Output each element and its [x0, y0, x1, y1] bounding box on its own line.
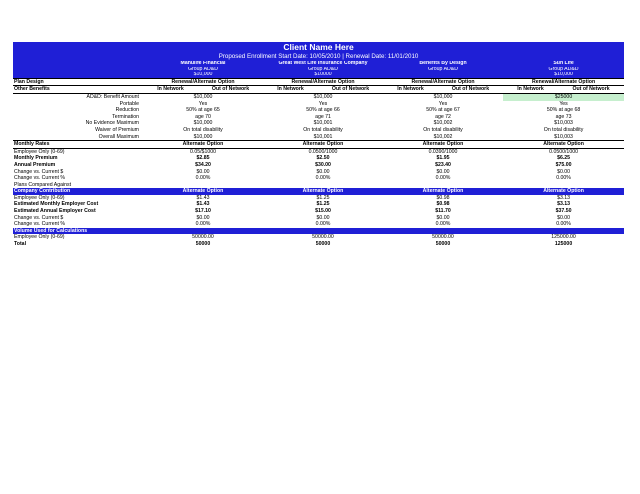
alternate-option-label: Alternate Option	[503, 141, 624, 149]
carrier-name: Great West Life Insurance Company	[263, 61, 383, 67]
in-network-label: In Network	[383, 86, 438, 94]
alternate-option-label: Alternate Option	[383, 188, 503, 195]
row-value: $1.43	[196, 194, 210, 201]
table-row	[13, 162, 624, 169]
benefit-value: 50% at age 66	[306, 107, 340, 114]
company-contribution-label: Company Contribution	[13, 188, 143, 195]
benefit-value: On total disability	[183, 126, 223, 133]
in-network-label: In Network	[143, 86, 198, 94]
row-value: $2.85	[196, 155, 210, 162]
other-benefits-label: Other Benefits	[13, 86, 143, 94]
renewal-option-label: Renewal/Alternate Option	[143, 78, 263, 86]
carrier-amount: $10,000	[503, 72, 624, 78]
in-network-label: In Network	[503, 86, 558, 94]
alternate-option-label: Alternate Option	[263, 141, 383, 149]
table-row	[13, 195, 624, 202]
benefit-row	[13, 107, 624, 114]
plan-design-label: Plan Design	[13, 78, 143, 86]
benefit-row	[13, 101, 624, 108]
benefit-value: age 70	[195, 113, 211, 120]
volume-label: Volume Used for Calculations	[13, 228, 143, 235]
benefit-value: $10,002	[433, 120, 453, 127]
row-value: $0.00	[436, 168, 450, 175]
benefit-row	[13, 134, 624, 141]
renewal-option-label: Renewal/Alternate Option	[503, 78, 624, 86]
empty-header-cell	[143, 228, 263, 235]
row-value: $0.00	[557, 214, 571, 221]
row-value: $0.00	[316, 168, 330, 175]
benefit-value: $10,003	[554, 133, 573, 140]
row-value: 0.05/$1000	[190, 148, 216, 155]
carrier-amount: $10,000	[143, 72, 263, 78]
row-value: $0.00	[557, 168, 571, 175]
table-row	[13, 155, 624, 162]
table-row	[13, 169, 624, 176]
row-value: $23.40	[435, 161, 451, 168]
benefit-value: Yes	[559, 100, 568, 107]
row-value: 125000	[554, 241, 573, 248]
client-title: Client Name Here	[13, 42, 624, 53]
table-row	[13, 208, 624, 215]
row-value: 0.00%	[195, 221, 211, 228]
carrier-name: Sun Life	[503, 61, 624, 67]
volume-header	[13, 228, 624, 235]
plan-design-row	[13, 78, 624, 86]
benefit-value: Yes	[438, 100, 448, 107]
benefit-label: Reduction	[115, 107, 139, 114]
row-value: 50000	[315, 241, 331, 248]
comparison-table	[13, 42, 624, 248]
row-value: 50000.00	[192, 234, 214, 241]
benefit-value: 50% at age 65	[186, 107, 220, 114]
benefit-value: $10,000	[193, 93, 213, 100]
benefit-value: On total disability	[303, 126, 343, 133]
row-value: 0.00%	[435, 175, 451, 182]
in-network-label: In Network	[263, 86, 318, 94]
carrier-plan: Group AD&D	[503, 67, 624, 73]
benefit-value: $10,001	[313, 133, 333, 140]
benefit-value: On total disability	[423, 126, 463, 133]
row-value: 50000.00	[432, 234, 454, 241]
out-network-label: Out of Network	[318, 86, 383, 94]
row-value: 0.00%	[556, 175, 571, 182]
row-value: $1.43	[196, 201, 210, 208]
row-value: $2.50	[316, 155, 330, 162]
table-row	[13, 234, 624, 241]
row-label: Employee Only (0-69)	[14, 234, 65, 241]
benefit-value: Yes	[198, 100, 208, 107]
carrier-name: Manulife Financial	[143, 61, 263, 67]
benefit-row	[13, 93, 624, 100]
row-label: Estimated Annual Employer Cost	[14, 208, 96, 215]
row-value: 50000	[195, 241, 211, 248]
benefit-value: $10,002	[433, 133, 453, 140]
row-label: Change vs. Current %	[14, 175, 66, 182]
row-value: $1.25	[316, 201, 330, 208]
benefit-value: Yes	[318, 100, 328, 107]
carrier-plan: Group AD&D	[383, 67, 503, 73]
row-value: 50000	[435, 241, 451, 248]
benefit-value: $10,003	[554, 120, 573, 127]
carrier-name: Benefits By Design	[383, 61, 503, 67]
row-label: Monthly Premium	[14, 155, 58, 162]
carrier-plan: Group AD&D	[263, 67, 383, 73]
company-contribution-header	[13, 188, 624, 195]
renewal-option-label: Renewal/Alternate Option	[263, 78, 383, 86]
table-row	[13, 215, 624, 222]
row-label: Change vs. Current $	[14, 214, 64, 221]
out-network-label: Out of Network	[558, 86, 624, 94]
row-value: $3.13	[557, 194, 571, 201]
row-value: $0.00	[316, 214, 330, 221]
empty-header-cell	[503, 228, 624, 235]
benefit-row	[13, 120, 624, 127]
benefit-value: age 72	[435, 113, 451, 120]
row-value: $0.00	[196, 168, 210, 175]
monthly-rates-header	[13, 141, 624, 149]
row-value: $0.00	[436, 214, 450, 221]
spreadsheet	[13, 42, 624, 248]
monthly-rates-label: Monthly Rates	[13, 141, 143, 149]
row-value: $0.98	[436, 194, 450, 201]
benefit-value: $10,000	[433, 93, 453, 100]
row-label: Employee Only (0-69)	[14, 194, 65, 201]
benefit-value: age 73	[555, 113, 572, 120]
benefit-value: 50% at age 67	[426, 107, 460, 114]
benefit-value: $10,000	[193, 133, 213, 140]
row-value: $6.25	[557, 155, 571, 162]
row-label: Change vs. Current %	[14, 221, 66, 228]
empty-header-cell	[263, 228, 383, 235]
carrier-plan: Group AD&D	[143, 67, 263, 73]
table-row	[13, 182, 624, 189]
row-value: $1.25	[316, 194, 330, 201]
row-label: Estimated Monthly Employer Cost	[14, 201, 99, 208]
benefit-value: 50% at age 68	[546, 107, 581, 114]
benefit-value: age 71	[315, 113, 331, 120]
row-value: 0.00%	[435, 221, 451, 228]
benefit-value: On total disability	[543, 126, 584, 133]
table-row	[13, 221, 624, 228]
table-row	[13, 201, 624, 208]
out-network-label: Out of Network	[198, 86, 263, 94]
row-value: 0.0390/1000	[428, 148, 458, 155]
alternate-option-label: Alternate Option	[143, 188, 263, 195]
row-label: Change vs. Current $	[14, 168, 64, 175]
row-value: $3.13	[557, 201, 571, 208]
benefit-row	[13, 127, 624, 134]
benefit-row	[13, 114, 624, 121]
row-value: $30.00	[315, 161, 331, 168]
empty-header-cell	[383, 228, 503, 235]
row-value: 0.00%	[315, 221, 331, 228]
row-label: Plans Compared Against	[14, 181, 72, 188]
row-value: 0.00%	[195, 175, 211, 182]
carrier-amount: $10000	[263, 72, 383, 78]
row-value: $0.98	[436, 201, 450, 208]
row-value: $34.20	[195, 161, 211, 168]
row-value: $11.70	[435, 208, 451, 215]
row-value: $37.50	[555, 208, 572, 215]
row-value: 0.0500/1000	[308, 148, 338, 155]
row-label: Annual Premium	[14, 161, 56, 168]
row-value	[503, 182, 624, 189]
row-value	[143, 182, 263, 189]
benefit-label: Overall Maximum	[98, 133, 139, 140]
renewal-option-label: Renewal/Alternate Option	[383, 78, 503, 86]
row-value	[263, 182, 383, 189]
alternate-option-label: Alternate Option	[383, 141, 503, 149]
row-value: $15.00	[315, 208, 331, 215]
row-value: $1.95	[436, 155, 450, 162]
row-value: 0.00%	[315, 175, 331, 182]
row-value	[383, 182, 503, 189]
row-value: $0.00	[196, 214, 210, 221]
table-row	[13, 175, 624, 182]
row-value: 0.0500/1000	[549, 148, 578, 155]
benefit-label: Termination	[112, 113, 139, 120]
benefit-value: $25000	[503, 93, 624, 100]
alternate-option-label: Alternate Option	[143, 141, 263, 149]
row-value: 50000.00	[312, 234, 334, 241]
row-value: $17.10	[195, 208, 211, 215]
table-row	[13, 148, 624, 155]
enrollment-subtitle: Proposed Enrollment Start Date: 10/05/2010 | Renewal Date: 11/01/2010	[13, 53, 624, 61]
benefit-label: No Evidence Maximum	[85, 120, 139, 127]
benefit-label: Waiver of Premium	[95, 126, 139, 133]
row-label: Employee Only (0-69)	[14, 148, 65, 155]
table-row	[13, 241, 624, 248]
out-network-label: Out of Network	[438, 86, 503, 94]
benefit-value: $10,001	[313, 120, 333, 127]
alternate-option-label: Alternate Option	[263, 188, 383, 195]
alternate-option-label: Alternate Option	[503, 188, 624, 195]
other-benefits-row	[13, 86, 624, 94]
benefit-value: $10,000	[313, 93, 333, 100]
benefit-label: Portable	[119, 100, 139, 107]
row-value: 0.00%	[556, 221, 571, 228]
row-value: 125000.00	[551, 234, 576, 241]
benefit-value: $10,000	[193, 120, 213, 127]
benefit-label: AD&D: Benefit Amount	[86, 93, 139, 100]
row-label: Total	[14, 241, 27, 248]
row-value: $75.00	[555, 161, 572, 168]
